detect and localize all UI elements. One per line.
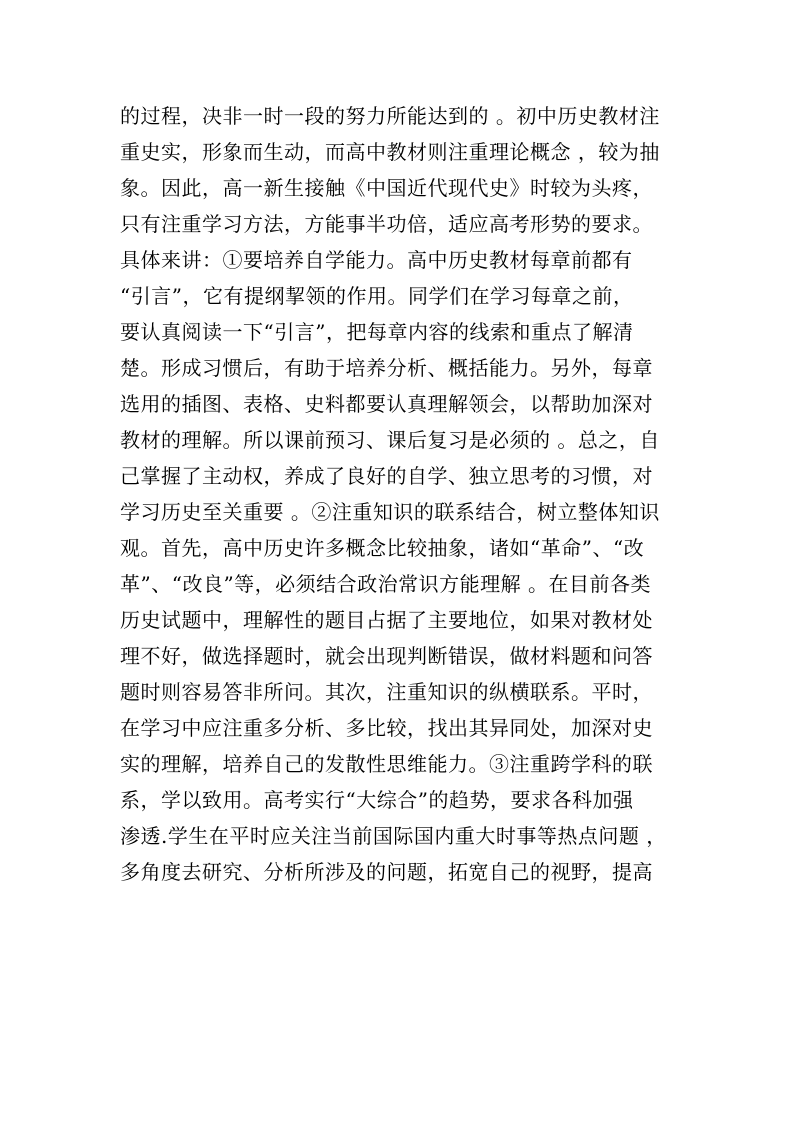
text-line: “引言”，它有提纲挈领的作用。同学们在学习每章之前， (120, 284, 634, 308)
text-line: 具体来讲：①要培养自学能力。高中历史教材每章前都有 (120, 248, 633, 272)
text-line: 的过程，决非一时一段的努力所能达到的 。初中历史教材注 (120, 104, 660, 128)
text-line: 选用的插图、表格、史料都要认真理解领会，以帮助加深对 (120, 392, 653, 416)
text-line: 系，学以致用。高考实行“大综合”的趋势，要求各科加强 (120, 788, 634, 812)
text-line: 象。因此，高一新生接触《中国近代现代史》时较为头疼， (120, 176, 653, 200)
text-line: 题时则容易答非所问。其次，注重知识的纵横联系。平时， (120, 680, 653, 704)
text-line: 要认真阅读一下“引言”，把每章内容的线索和重点了解清 (120, 320, 634, 344)
text-line: 学习历史至关重要 。②注重知识的联系结合，树立整体知识 (120, 500, 660, 524)
text-line: 观。首先，高中历史许多概念比较抽象，诸如“革命”、“改 (120, 536, 645, 560)
text-line: 教材的理解。所以课前预习、课后复习是必须的 。总之，自 (120, 428, 660, 452)
text-line: 理不好，做选择题时，就会出现判断错误，做材料题和问答 (120, 644, 653, 668)
text-line: 己掌握了主动权，养成了良好的自学、独立思考的习惯，对 (120, 464, 653, 488)
text-line: 渗透.学生在平时应关注当前国际国内重大时事等热点问题 ， (120, 824, 667, 848)
text-line: 实的理解，培养自己的发散性思维能力。③注重跨学科的联 (120, 752, 653, 776)
body-text (120, 98, 695, 890)
text-line: 在学习中应注重多分析、多比较，找出其异同处，加深对史 (120, 716, 653, 740)
text-line: 历史试题中，理解性的题目占据了主要地位，如果对教材处 (120, 608, 653, 632)
text-line: 革”、“改良”等，必须结合政治常识方能理解 。在目前各类 (120, 572, 652, 596)
text-line: 多角度去研究、分析所涉及的问题，拓宽自己的视野，提高 (120, 860, 653, 884)
text-line: 楚。形成习惯后，有助于培养分析、概括能力。另外，每章 (120, 356, 653, 380)
text-line: 只有注重学习方法，方能事半功倍，适应高考形势的要求。 (120, 212, 653, 236)
text-line: 重史实，形象而生动，而高中教材则注重理论概念 ，较为抽 (120, 140, 660, 164)
